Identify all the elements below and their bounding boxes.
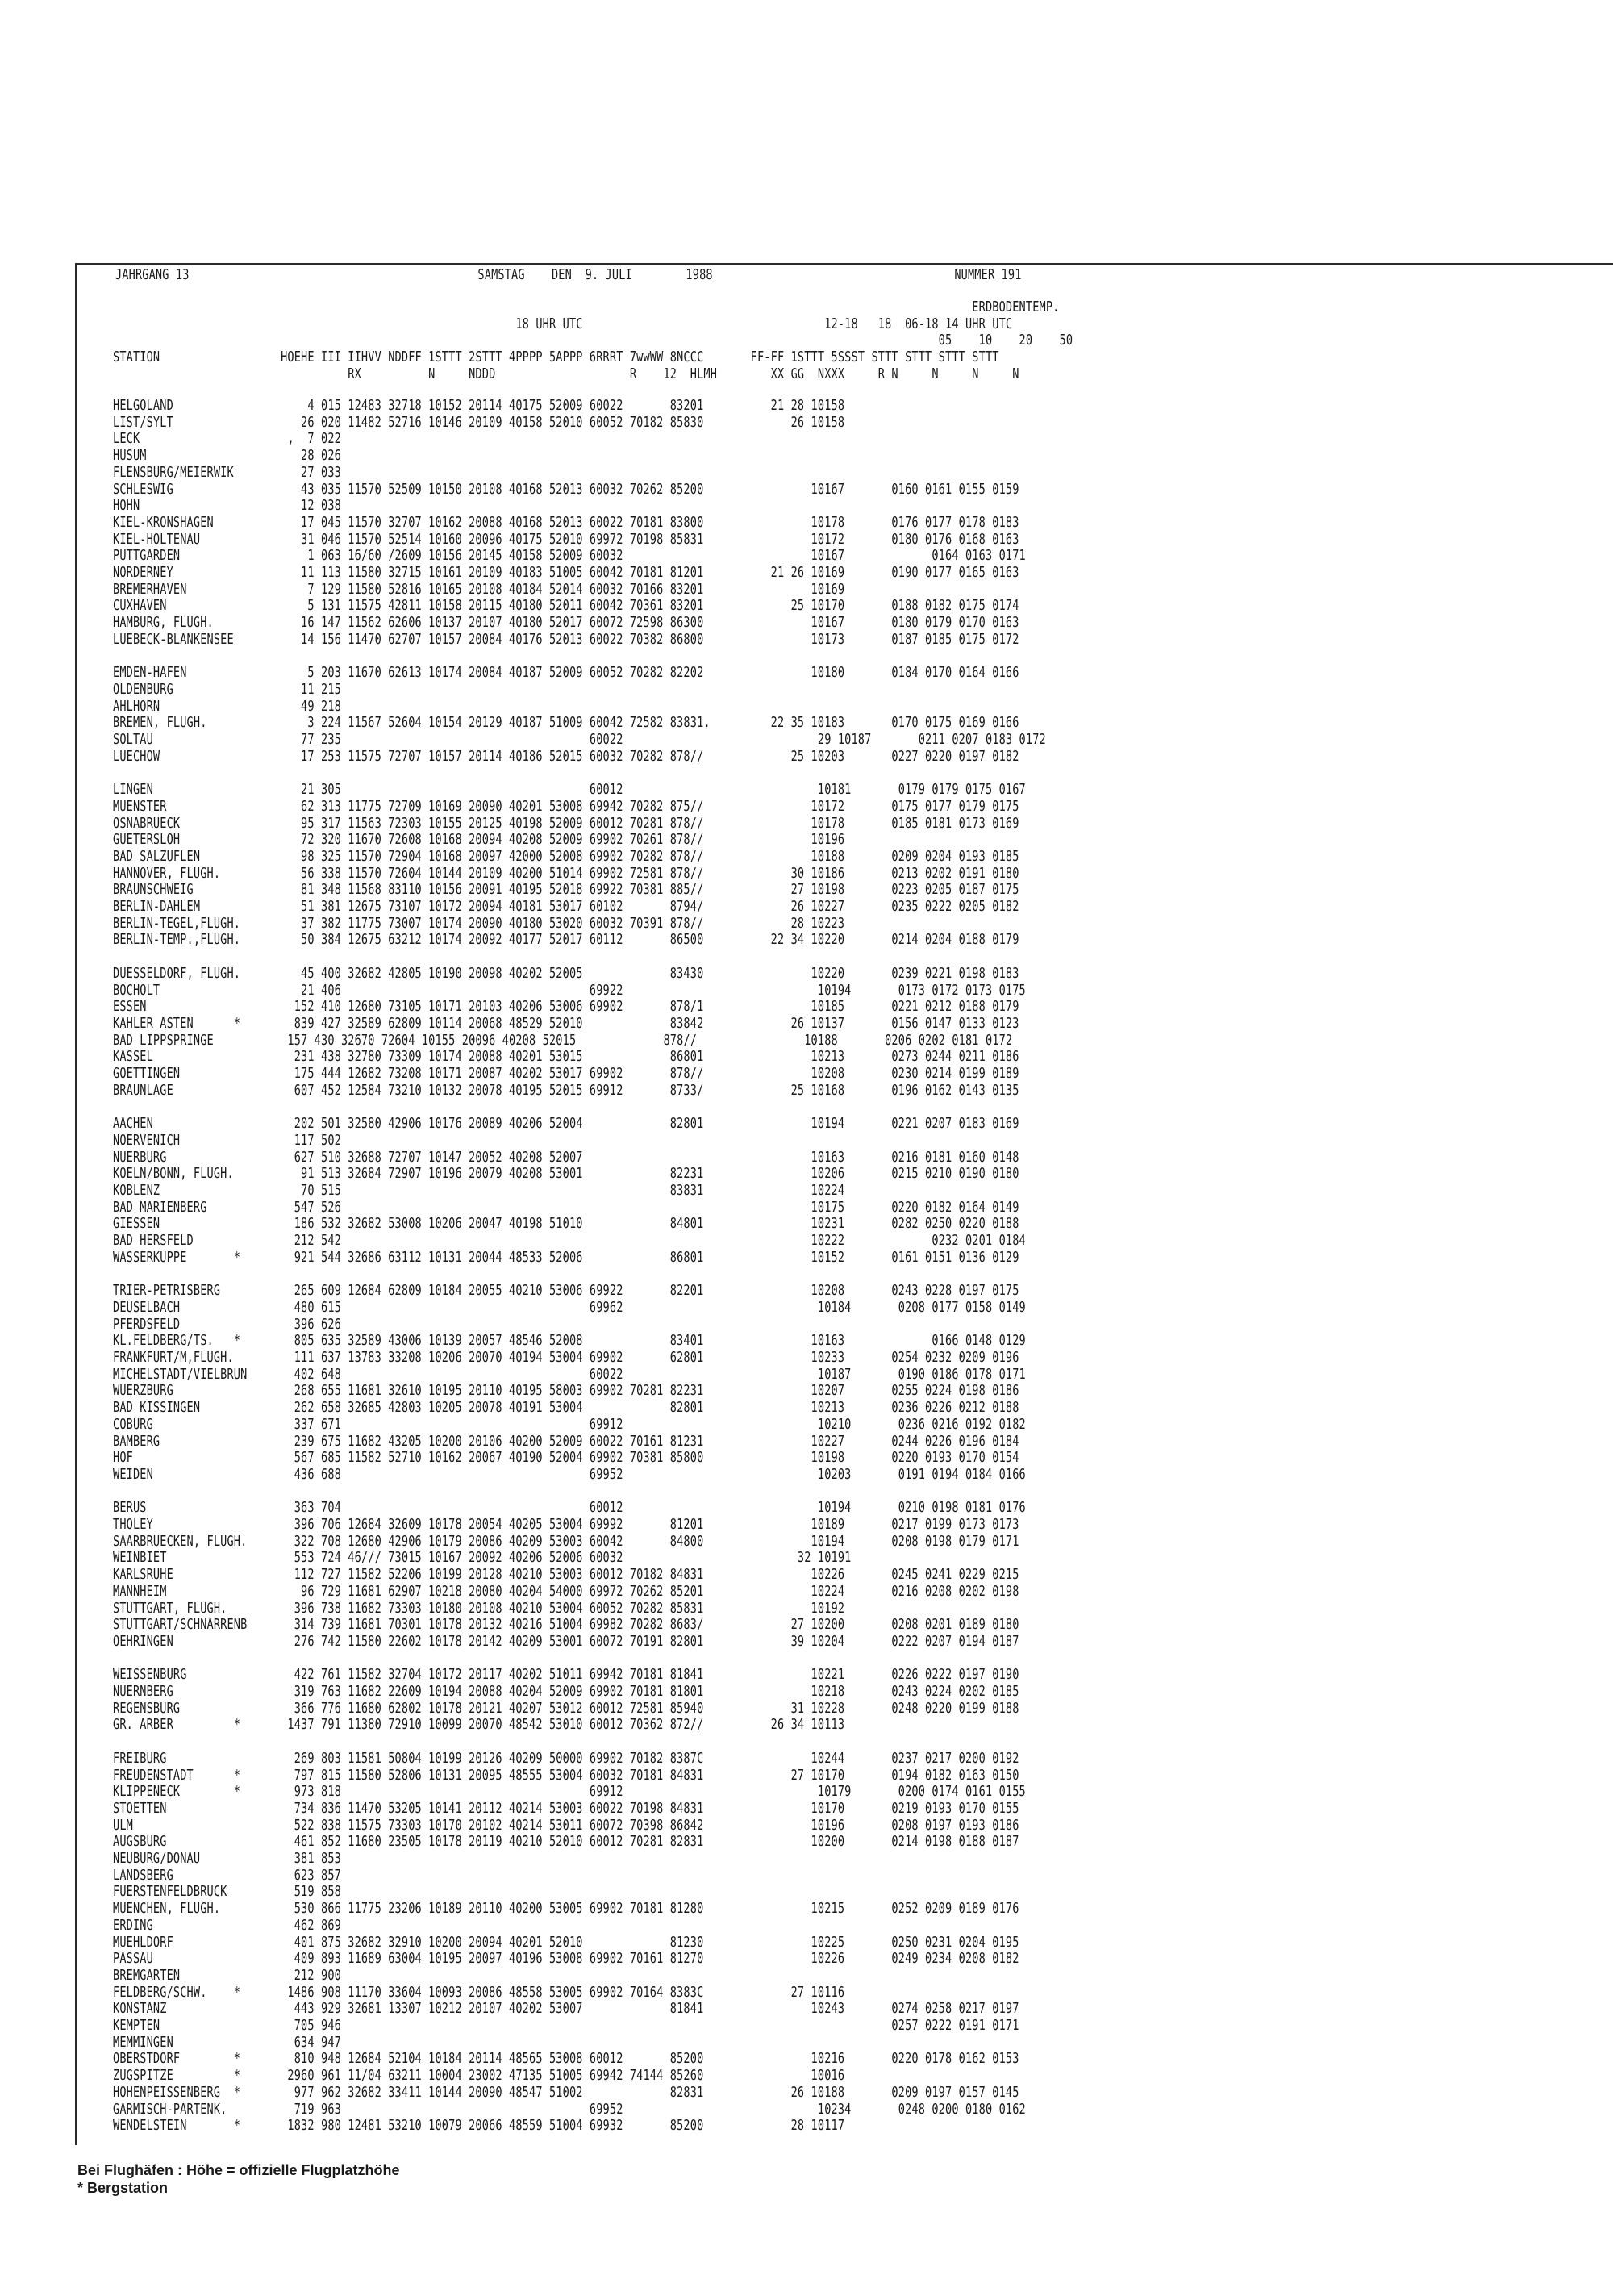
station-row: REGENSBURG 366 776 11680 62802 10178 20121 40207 53012 60012 72581 85940 31 10228 0248 0220 0199 0188 xyxy=(113,1700,1019,1717)
station-row: WEIDEN 436 688 69952 10203 0191 0194 0184 0166 xyxy=(113,1466,1026,1483)
station-row: EMDEN-HAFEN 5 203 11670 62613 10174 20084 40187 52009 60052 70282 82202 10180 0184 0170 0164 0166 xyxy=(113,665,1019,682)
station-row: BERLIN-TEMP.,FLUGH. 50 384 12675 63212 10174 20092 40177 52017 60112 86500 22 34 10220 0214 0204 0188 0179 xyxy=(113,932,1019,949)
station-row: NOERVENICH 117 502 xyxy=(113,1132,341,1149)
station-row: STUTTGART, FLUGH. 396 738 11682 73303 10180 20108 40210 53004 60052 70282 85831 10192 xyxy=(113,1600,845,1617)
station-row: GARMISCH-PARTENK. 719 963 69952 10234 0248 0200 0180 0162 xyxy=(113,2101,1026,2118)
station-row: KLIPPENECK * 973 818 69912 10179 0200 0174 0161 0155 xyxy=(113,1784,1026,1801)
station-row: MUENCHEN, FLUGH. 530 866 11775 23206 10189 20110 40200 53005 69902 70181 81280 10215 0252 0209 0189 0176 xyxy=(113,1901,1019,1918)
station-row: LUECHOW 17 253 11575 72707 10157 20114 40186 52015 60032 70282 878// 25 10203 0227 0220 0197 0182 xyxy=(113,748,1019,765)
station-row: AACHEN 202 501 32580 42906 10176 20089 40206 52004 82801 10194 0221 0207 0183 0169 xyxy=(113,1116,1019,1133)
station-row: HOHN 12 038 xyxy=(113,498,341,515)
station-row: MEMMINGEN 634 947 xyxy=(113,2034,341,2051)
station-row: FRANKFURT/M,FLUGH. 111 637 13783 33208 10206 20070 40194 53004 69902 62801 10233 0254 0232 0209 0196 xyxy=(113,1350,1019,1366)
station-row: NORDERNEY 11 113 11580 32715 10161 20109 40183 51005 60042 70181 81201 21 26 10169 0190 0177 0165 0163 xyxy=(113,565,1019,582)
station-row: HOHENPEISSENBERG * 977 962 32682 33411 10144 20090 48547 51002 82831 26 10188 0209 0197 0157 0145 xyxy=(113,2084,1019,2101)
station-row: MUENSTER 62 313 11775 72709 10169 20090 40201 53008 69942 70282 875// 10172 0175 0177 0179 0175 xyxy=(113,798,1019,815)
group-spacer xyxy=(113,1267,1046,1284)
station-row: BREMEN, FLUGH. 3 224 11567 52604 10154 20129 40187 51009 60042 72582 83831. 22 35 10183 0170 0175 0169 0166 xyxy=(113,715,1019,732)
group-spacer xyxy=(113,649,1046,666)
station-row: DUESSELDORF, FLUGH. 45 400 32682 42805 10190 20098 40202 52005 83430 10220 0239 0221 0198 0183 xyxy=(113,965,1019,982)
station-row: GUETERSLOH 72 320 11670 72608 10168 20094 40208 52009 69902 70261 878// 10196 xyxy=(113,832,845,849)
footnote-airports: Bei Flughäfen : Höhe = offizielle Flugplatzhöhe xyxy=(77,2162,400,2178)
station-row: KOBLENZ 70 515 83831 10224 xyxy=(113,1182,845,1199)
station-row: HUSUM 28 026 xyxy=(113,448,341,465)
station-row: SAARBRUECKEN, FLUGH. 322 708 12680 42906 10179 20086 40209 53003 60042 84800 10194 0208 0198 0179 0171 xyxy=(113,1533,1019,1550)
station-row: TRIER-PETRISBERG 265 609 12684 62809 10184 20055 40210 53006 69922 82201 10208 0243 0228 0197 0175 xyxy=(113,1283,1019,1300)
group-spacer xyxy=(113,765,1046,782)
station-row: KL.FELDBERG/TS. * 805 635 32589 43006 10139 20057 48546 52008 83401 10163 0166 0148 0129 xyxy=(113,1333,1026,1350)
station-row: MUEHLDORF 401 875 32682 32910 10200 20094 40201 52010 81230 10225 0250 0231 0204 0195 xyxy=(113,1934,1019,1951)
station-row: WENDELSTEIN * 1832 980 12481 53210 10079 20066 48559 51004 69932 85200 28 10117 xyxy=(113,2118,845,2135)
group-spacer xyxy=(113,1484,1046,1501)
station-row: STUTTGART/SCHNARRENB 314 739 11681 70301 10178 20132 40216 51004 69982 70282 8683/ 27 10200 0208 0201 0189 0180 xyxy=(113,1617,1019,1634)
station-row: BAMBERG 239 675 11682 43205 10200 20106 40200 52009 60022 70161 81231 10227 0244 0226 0196 0184 xyxy=(113,1433,1019,1450)
station-row: SCHLESWIG 43 035 11570 52509 10150 20108 40168 52013 60032 70262 85200 10167 0160 0161 0155 0159 xyxy=(113,481,1019,498)
station-row: OSNABRUECK 95 317 11563 72303 10155 20125 40198 52009 60012 70281 878// 10178 0185 0181 0173 0169 xyxy=(113,815,1019,832)
column-header-line: STATION HOEHE III IIHVV NDDFF 1STTT 2STTT 4PPPP 5APPP 6RRRT 7wwWW 8NCCC FF-FF 1STTT 5SSST STTT STTT STTT STTT xyxy=(113,349,999,366)
station-row: WEINBIET 553 724 46/// 73015 10167 20092 40206 52006 60032 32 10191 xyxy=(113,1550,852,1567)
station-row: ULM 522 838 11575 73303 10170 20102 40214 53011 60072 70398 86842 10196 0208 0197 0193 0186 xyxy=(113,1817,1019,1834)
column-header-line: 18 UHR UTC 12-18 18 06-18 14 UHR UTC xyxy=(113,315,1013,332)
station-row: NUERNBERG 319 763 11682 22609 10194 20088 40204 52009 69902 70181 81801 10218 0243 0224 0202 0185 xyxy=(113,1684,1019,1701)
station-row: COBURG 337 671 69912 10210 0236 0216 0192 0182 xyxy=(113,1416,1026,1433)
station-row: DEUSELBACH 480 615 69962 10184 0208 0177 0158 0149 xyxy=(113,1299,1026,1316)
station-row: KOELN/BONN, FLUGH. 91 513 32684 72907 10196 20079 40208 53001 82231 10206 0215 0210 0190 0180 xyxy=(113,1166,1019,1183)
station-row: LIST/SYLT 26 020 11482 52716 10146 20109 40158 52010 60052 70182 85830 26 10158 xyxy=(113,414,845,431)
station-row: CUXHAVEN 5 131 11575 42811 10158 20115 40180 52011 60042 70361 83201 25 10170 0188 0182 0175 0174 xyxy=(113,598,1019,615)
group-spacer xyxy=(113,949,1046,966)
station-row: ERDING 462 869 xyxy=(113,1917,341,1934)
station-row: WUERZBURG 268 655 11681 32610 10195 20110 40195 58003 69902 70281 82231 10207 0255 0224 0198 0186 xyxy=(113,1383,1019,1400)
station-row: WEISSENBURG 422 761 11582 32704 10172 20117 40202 51011 69942 70181 81841 10221 0226 0222 0197 0190 xyxy=(113,1667,1019,1684)
station-row: MANNHEIM 96 729 11681 62907 10218 20080 40204 54000 69972 70262 85201 10224 0216 0208 0202 0198 xyxy=(113,1583,1019,1600)
station-row: KIEL-HOLTENAU 31 046 11570 52514 10160 20096 40175 52010 69972 70198 85831 10172 0180 0176 0168 0163 xyxy=(113,531,1019,548)
station-row: PFERDSFELD 396 626 xyxy=(113,1316,341,1333)
station-row: BRAUNLAGE 607 452 12584 73210 10132 20078 40195 52015 69912 8733/ 25 10168 0196 0162 0143 0135 xyxy=(113,1082,1019,1099)
station-row: BREMERHAVEN 7 129 11580 52816 10165 20108 40184 52014 60032 70166 83201 10169 xyxy=(113,581,845,598)
station-row: KONSTANZ 443 929 32681 13307 10212 20107 40202 53007 81841 10243 0274 0258 0217 0197 xyxy=(113,2001,1019,2018)
station-row: NUERBURG 627 510 32688 72707 10147 20052 40208 52007 10163 0216 0181 0160 0148 xyxy=(113,1149,1019,1166)
station-row: BAD KISSINGEN 262 658 32685 42803 10205 20078 40191 53004 82801 10213 0236 0226 0212 0188 xyxy=(113,1400,1019,1417)
group-spacer xyxy=(113,1651,1046,1668)
station-row: FLENSBURG/MEIERWIK 27 033 xyxy=(113,464,341,481)
station-row: NEUBURG/DONAU 381 853 xyxy=(113,1851,341,1868)
station-row: KARLSRUHE 112 727 11582 52206 10199 20128 40210 53003 60012 70182 84831 10226 0245 0241 0229 0215 xyxy=(113,1567,1019,1584)
station-row: FELDBERG/SCHW. * 1486 908 11170 33604 10093 20086 48558 53005 69902 70164 8383C 27 10116 xyxy=(113,1984,845,2001)
station-row: GR. ARBER * 1437 791 11380 72910 10099 20070 48542 53010 60012 70362 872// 26 34 10113 xyxy=(113,1717,845,1734)
station-row: BAD LIPPSPRINGE 157 430 32670 72604 10155 20096 40208 52015 878// 10188 0206 0202 0181 0172 xyxy=(113,1032,1013,1049)
station-row: THOLEY 396 706 12684 32609 10178 20054 40205 53004 69992 81201 10189 0217 0199 0173 0173 xyxy=(113,1517,1019,1534)
station-row: MICHELSTADT/VIELBRUN 402 648 60022 10187 0190 0186 0178 0171 xyxy=(113,1366,1026,1383)
station-row: ZUGSPITZE * 2960 961 11/04 63211 10004 23002 47135 51005 69942 74144 85260 10016 xyxy=(113,2068,845,2085)
station-row: LANDSBERG 623 857 xyxy=(113,1867,341,1884)
station-row: GIESSEN 186 532 32682 53008 10206 20047 40198 51010 84801 10231 0282 0250 0220 0188 xyxy=(113,1216,1019,1233)
station-row: OLDENBURG 11 215 xyxy=(113,681,341,698)
column-headers xyxy=(113,299,1073,383)
footnote-mountain-station: * Bergstation xyxy=(77,2180,169,2196)
station-row: AHLHORN 49 218 xyxy=(113,698,341,715)
station-row: BERUS 363 704 60012 10194 0210 0198 0181 0176 xyxy=(113,1500,1026,1517)
station-row: PASSAU 409 893 11689 63004 10195 20097 40196 53008 69902 70161 81270 10226 0249 0234 0208 0182 xyxy=(113,1951,1019,1968)
station-row: BREMGARTEN 212 900 xyxy=(113,1967,341,1984)
bulletin-header: JAHRGANG 13 SAMSTAG DEN 9. JULI 1988 NUMMER 191 xyxy=(115,267,1022,283)
station-row: KIEL-KRONSHAGEN 17 045 11570 32707 10162 20088 40168 52013 60022 70181 83800 10178 0176 0177 0178 0183 xyxy=(113,514,1019,531)
station-row: LINGEN 21 305 60012 10181 0179 0179 0175 0167 xyxy=(113,782,1026,799)
column-header-line: ERDBODENTEMP. xyxy=(113,299,1060,315)
station-row: PUTTGARDEN 1 063 16/60 /2609 10156 20145 40158 52009 60032 10167 0164 0163 0171 xyxy=(113,548,1026,565)
station-row: HOF 567 685 11582 52710 10162 20067 40190 52004 69902 70381 85800 10198 0220 0193 0170 0154 xyxy=(113,1450,1019,1467)
station-row: HANNOVER, FLUGH. 56 338 11570 72604 10144 20109 40200 51014 69902 72581 878// 30 10186 0213 0202 0191 0180 xyxy=(113,865,1019,882)
station-row: BOCHOLT 21 406 69922 10194 0173 0172 0173 0175 xyxy=(113,982,1026,999)
station-row: BAD MARIENBERG 547 526 10175 0220 0182 0164 0149 xyxy=(113,1199,1019,1216)
station-row: ESSEN 152 410 12680 73105 10171 20103 40206 53006 69902 878/1 10185 0221 0212 0188 0179 xyxy=(113,999,1019,1016)
station-row: HELGOLAND 4 015 12483 32718 10152 20114 40175 52009 60022 83201 21 28 10158 xyxy=(113,398,845,414)
station-row: KASSEL 231 438 32780 73309 10174 20088 40201 53015 86801 10213 0273 0244 0211 0186 xyxy=(113,1049,1019,1066)
station-row: BAD SALZUFLEN 98 325 11570 72904 10168 20097 42000 52008 69902 70282 878// 10188 0209 0204 0193 0185 xyxy=(113,848,1019,865)
column-header-line: 05 10 20 50 xyxy=(113,332,1073,349)
group-spacer xyxy=(113,1099,1046,1116)
station-row: BRAUNSCHWEIG 81 348 11568 83110 10156 20091 40195 52018 69922 70381 885// 27 10198 0223 0205 0187 0175 xyxy=(113,882,1019,899)
station-table xyxy=(113,398,1046,2135)
column-header-line: RX N NDDD R 12 HLMH XX GG NXXX R N N N N xyxy=(113,365,1019,382)
station-row: GOETTINGEN 175 444 12682 73208 10171 20087 40202 53017 69902 878// 10208 0230 0214 0199 0189 xyxy=(113,1066,1019,1083)
station-row: FUERSTENFELDBRUCK 519 858 xyxy=(113,1884,341,1901)
station-row: OEHRINGEN 276 742 11580 22602 10178 20142 40209 53001 60072 70191 82801 39 10204 0222 0207 0194 0187 xyxy=(113,1633,1019,1650)
station-row: LECK , 7 022 xyxy=(113,431,341,448)
station-row: OBERSTDORF * 810 948 12684 52104 10184 20114 48565 53008 60012 85200 10216 0220 0178 0162 0153 xyxy=(113,2051,1019,2068)
station-row: SOLTAU 77 235 60022 29 10187 0211 0207 0183 0172 xyxy=(113,732,1046,749)
station-row: WASSERKUPPE * 921 544 32686 63112 10131 20044 48533 52006 86801 10152 0161 0151 0136 0129 xyxy=(113,1249,1019,1266)
station-row: BERLIN-DAHLEM 51 381 12675 73107 10172 20094 40181 53017 60102 8794/ 26 10227 0235 0222 0205 0182 xyxy=(113,899,1019,916)
station-row: HAMBURG, FLUGH. 16 147 11562 62606 10137 20107 40180 52017 60072 72598 86300 10167 0180 0179 0170 0163 xyxy=(113,615,1019,632)
group-spacer xyxy=(113,1734,1046,1751)
station-row: FREIBURG 269 803 11581 50804 10199 20126 40209 50000 69902 70182 8387C 10244 0237 0217 0200 0192 xyxy=(113,1750,1019,1767)
station-row: AUGSBURG 461 852 11680 23505 10178 20119 40210 52010 60012 70281 82831 10200 0214 0198 0188 0187 xyxy=(113,1834,1019,1851)
station-row: STOETTEN 734 836 11470 53205 10141 20112 40214 53003 60022 70198 84831 10170 0219 0193 0170 0155 xyxy=(113,1800,1019,1817)
station-row: BERLIN-TEGEL,FLUGH. 37 382 11775 73007 10174 20090 40180 53020 60032 70391 878// 28 10223 xyxy=(113,915,845,932)
station-row: KEMPTEN 705 946 0257 0222 0191 0171 xyxy=(113,2018,1019,2035)
station-row: BAD HERSFELD 212 542 10222 0232 0201 0184 xyxy=(113,1233,1026,1250)
station-row: KAHLER ASTEN * 839 427 32589 62809 10114 20068 48529 52010 83842 26 10137 0156 0147 0133 0123 xyxy=(113,1015,1019,1032)
station-row: FREUDENSTADT * 797 815 11580 52806 10131 20095 48555 53004 60032 70181 84831 27 10170 0194 0182 0163 0150 xyxy=(113,1767,1019,1784)
station-row: LUEBECK-BLANKENSEE 14 156 11470 62707 10157 20084 40176 52013 60022 70382 86800 10173 0187 0185 0175 0172 xyxy=(113,631,1019,648)
